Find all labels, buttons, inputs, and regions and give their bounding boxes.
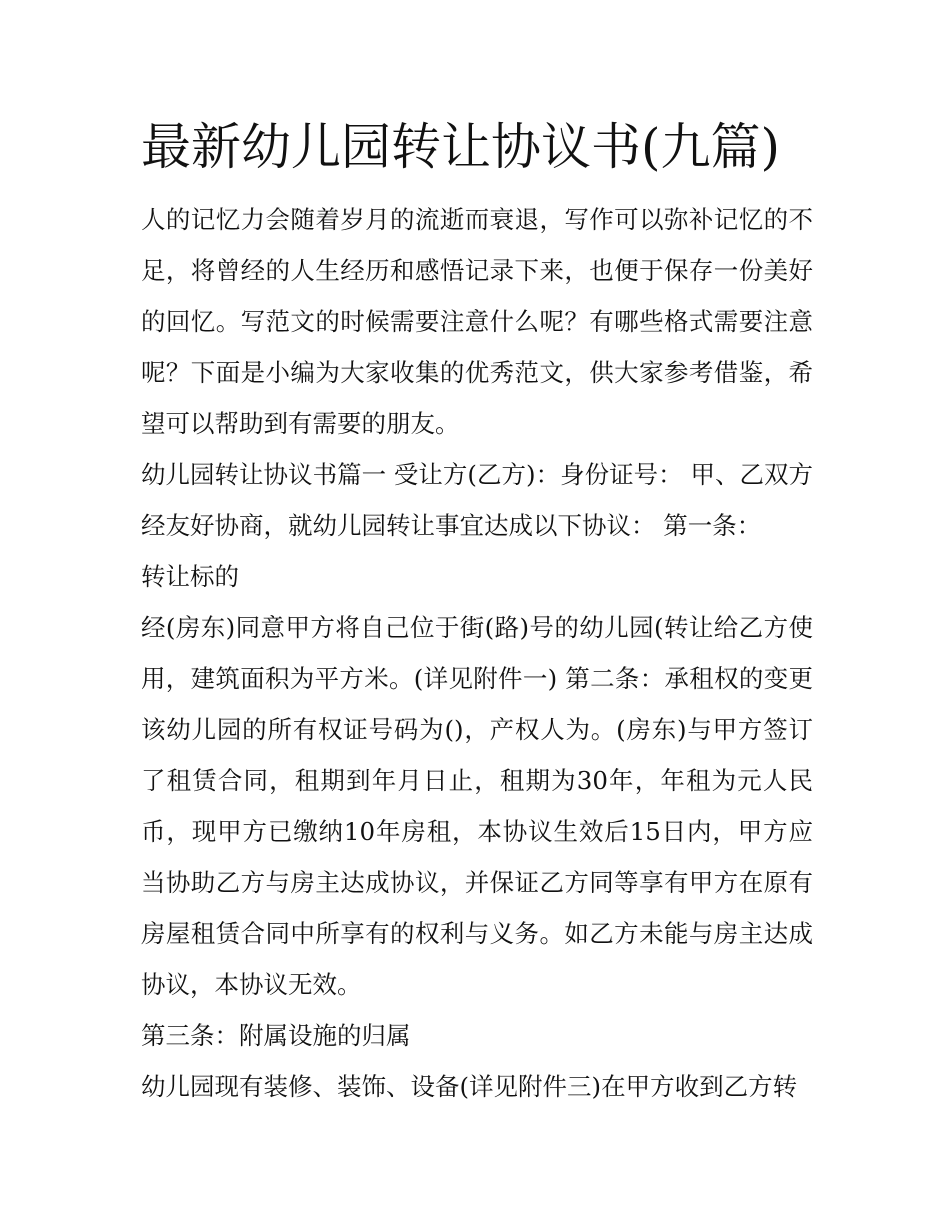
paragraph-transfer-subject: 转让标的 — [141, 562, 239, 591]
document-title: 最新幼儿园转让协议书(九篇) — [141, 118, 781, 176]
paragraph-facilities: 幼儿园现有装修、装饰、设备(详见附件三)在甲方收到乙方转 — [141, 1072, 798, 1101]
paragraph-lease-terms: 经(房东)同意甲方将自己位于街(路)号的幼儿园(转让给乙方使用，建筑面积为平方米。(详见附件一) 第二条：承租权的变更该幼儿园的所有权证号码为()，产权人为。(房东)与甲方签订了租赁合同，租期到年月日止，租期为30年，年租为元人民币，现甲方已缴纳10年房租，本协议生效后15日内，甲方应当协助乙方与房主达成协议，并保证乙方同等享有甲方在原有房屋租赁合同中所享有的权利与义务。如乙方未能与房主达成协议，本协议无效。 — [141, 613, 813, 999]
paragraph-article-three-heading: 第三条：附属设施的归属 — [141, 1021, 411, 1050]
paragraph-intro: 人的记忆力会随着岁月的流逝而衰退，写作可以弥补记忆的不足，将曾经的人生经历和感悟记录下来，也便于保存一份美好的回忆。写范文的时候需要注意什么呢？有哪些格式需要注意呢？下面是小编为大家收集的优秀范文，供大家参考借鉴，希望可以帮助到有需要的朋友。 — [141, 205, 813, 438]
document-page — [141, 114, 813, 1112]
paragraph-part-one-header: 幼儿园转让协议书篇一 受让方(乙方)：身份证号： 甲、乙双方经友好协商，就幼儿园转让事宜达成以下协议： 第一条： — [141, 460, 813, 540]
